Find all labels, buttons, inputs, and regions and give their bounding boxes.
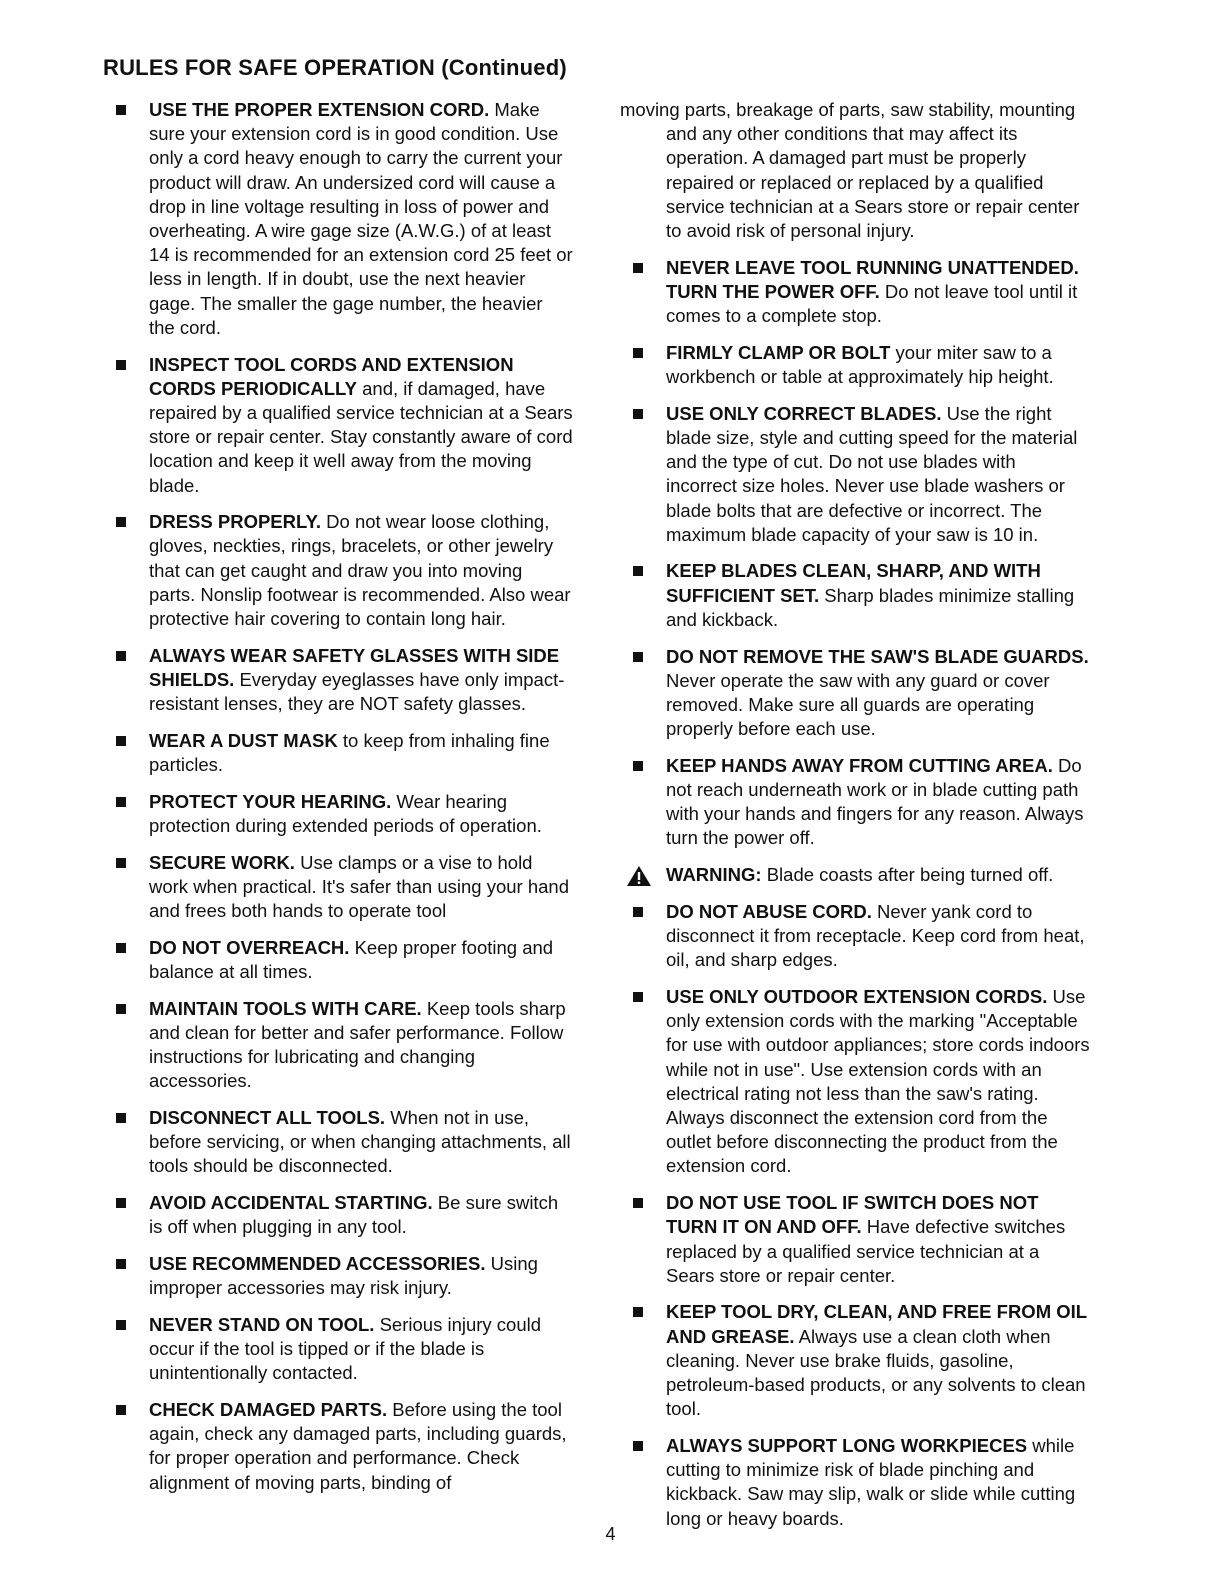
rule-heading: DO NOT REMOVE THE SAW'S BLADE GUARDS. [666,645,1089,667]
rule-text: Use only extension cords with the marking "Acceptable for use with outdoor appliances; store cords indoors while not in use". Use extension cords with an electrical rating not less than the saw's rating. Always disconnect the extension cord from the outlet before disconnecting the product from the extension cord. [666,986,1090,1177]
rule-text: Wear hearing protection during extended periods of operation. [149,790,542,836]
rule-item [103,997,573,1094]
rule-item [620,1434,1090,1531]
rule-heading: KEEP TOOL DRY, CLEAN, AND FREE FROM OIL AND GREASE. [666,1301,1087,1347]
rule-item [620,256,1090,329]
rule-heading: USE ONLY CORRECT BLADES. [666,402,942,424]
rule-item [620,1191,1090,1288]
rule-heading: MAINTAIN TOOLS WITH CARE. [149,997,422,1019]
rule-heading: WEAR A DUST MASK [149,729,338,751]
square-bullet-icon [116,943,126,953]
square-bullet-icon [116,651,126,661]
continued-text: moving parts, breakage of parts, saw stability, mounting and any other conditions that may affect its operation. A damaged part must be properly repaired or replaced or replaced by a qualified service technician at a Sears store or repair center to avoid risk of personal injury. [620,99,1080,242]
rule-heading: SECURE WORK. [149,851,295,873]
square-bullet-icon [116,360,126,370]
rule-heading: NEVER STAND ON TOOL. [149,1313,375,1335]
square-bullet-icon [633,761,643,771]
rule-text: Do not wear loose clothing, gloves, neckties, rings, bracelets, or other jewelry that can get caught and draw you into moving parts. Nonslip footwear is recommended. Also wear protective hair covering to contain long hair. [149,511,571,630]
rule-heading: USE THE PROPER EXTENSION CORD. [149,99,490,120]
square-bullet-icon [633,652,643,662]
rule-text: Do not leave tool until it comes to a complete stop. [666,280,1078,327]
rule-heading: FIRMLY CLAMP OR BOLT [666,341,891,363]
rule-text: Never operate the saw with any guard or cover removed. Make sure all guards are operating properly before each use. [666,669,1050,740]
rule-heading: USE ONLY OUTDOOR EXTENSION CORDS. [666,986,1048,1007]
rule-item [103,353,573,498]
rule-heading: ALWAYS SUPPORT LONG WORKPIECES [666,1434,1028,1456]
rule-heading: DISCONNECT ALL TOOLS. [149,1107,386,1129]
rule-item [103,1252,573,1300]
rule-item [620,1300,1090,1421]
rule-text: Keep proper footing and balance at all times. [149,936,554,982]
rule-heading: KEEP BLADES CLEAN, SHARP, AND WITH SUFFICIENT SET. [666,560,1041,606]
rule-item [103,1106,573,1179]
rule-item [103,1313,573,1386]
warning-triangle-icon [626,865,652,887]
rule-text: Never yank cord to disconnect it from receptacle. Keep cord from heat, oil, and sharp edges. [666,900,1085,971]
square-bullet-icon [116,797,126,807]
rule-text: Always use a clean cloth when cleaning. Never use brake fluids, gasoline, petroleum-based products, or any solvents to clean tool. [666,1325,1086,1420]
rule-heading: DRESS PROPERLY. [149,511,322,533]
rule-text: Use clamps or a vise to hold work when practical. It's safer than using your hand and frees both hands to operate tool [149,851,569,922]
square-bullet-icon [116,1198,126,1208]
rule-item [103,644,573,717]
rule-heading: USE RECOMMENDED ACCESSORIES. [149,1253,486,1275]
rule-text: while cutting to minimize risk of blade pinching and kickback. Saw may slip, walk or slide while cutting long or heavy boards. [666,1434,1076,1529]
square-bullet-icon [116,1113,126,1123]
warning-item [620,863,1090,887]
rule-item [103,1398,573,1495]
rule-text: Serious injury could occur if the tool is tipped or if the blade is unintentionally contacted. [149,1313,542,1384]
square-bullet-icon [633,907,643,917]
rule-heading: AVOID ACCIDENTAL STARTING. [149,1192,433,1214]
rule-heading: DO NOT USE TOOL IF SWITCH DOES NOT TURN IT ON AND OFF. [666,1192,1039,1238]
rule-item [103,936,573,984]
square-bullet-icon [116,1259,126,1269]
rule-heading: DO NOT ABUSE CORD. [666,900,872,922]
rule-item [620,645,1090,742]
page-number: 4 [605,1524,616,1544]
rule-item [620,900,1090,973]
rule-text: to keep from inhaling fine particles. [149,729,550,776]
square-bullet-icon [116,105,126,115]
rule-text: Sharp blades minimize stalling and kickback. [666,584,1075,630]
page-title: RULES FOR SAFE OPERATION (Continued) [103,55,567,80]
rule-text: Have defective switches replaced by a qualified service technician at a Sears store or repair center. [666,1216,1066,1286]
square-bullet-icon [116,736,126,746]
rule-item [620,985,1090,1179]
square-bullet-icon [633,566,643,576]
rule-item [620,559,1090,632]
left-column [103,98,573,1507]
rule-text: Be sure switch is off when plugging in any tool. [149,1192,559,1238]
rule-text: and, if damaged, have repaired by a qualified service technician at a Sears store or repair center. Stay constantly aware of cord location and keep it well away from the moving blade. [149,377,573,496]
square-bullet-icon [116,1405,126,1415]
rule-item [620,402,1090,547]
rule-item [103,510,573,631]
square-bullet-icon [633,409,643,419]
rule-heading: PROTECT YOUR HEARING. [149,790,392,812]
rule-heading: ALWAYS WEAR SAFETY GLASSES WITH SIDE SHIELDS. [149,644,560,690]
rule-item [103,790,573,838]
square-bullet-icon [116,1004,126,1014]
rule-text: Using improper accessories may risk injury. [149,1253,538,1299]
rule-text: Keep tools sharp and clean for better and safer performance. Follow instructions for lubricating and changing accessories. [149,997,566,1092]
rule-text: Everyday eyeglasses have only impact-resistant lenses, they are NOT safety glasses. [149,668,565,715]
right-column [620,98,1090,1543]
rule-text: Use the right blade size, style and cutting speed for the material and the type of cut. Do not use blades with incorrect size holes. Never use blade washers or blade bolts that are defective or incorrect. The maximum blade capacity of your saw is 10 in. [666,402,1078,545]
rule-heading: INSPECT TOOL CORDS AND EXTENSION CORDS PERIODICALLY [149,353,514,399]
rule-heading: KEEP HANDS AWAY FROM CUTTING AREA. [666,754,1053,776]
square-bullet-icon [633,348,643,358]
rule-heading: NEVER LEAVE TOOL RUNNING UNATTENDED. TURN THE POWER OFF. [666,256,1079,302]
rule-heading: CHECK DAMAGED PARTS. [149,1399,388,1421]
rule-item [103,1191,573,1239]
rule-item [103,851,573,924]
rule-item [620,754,1090,851]
rule-text: Make sure your extension cord is in good condition. Use only a cord heavy enough to carry the current your product will draw. An undersized cord will cause a drop in line voltage resulting in loss of power and overheating. A wire gage size (A.W.G.) of at least 14 is recommended for an extension cord 25 feet or less in length. If in doubt, use the next heavier gage. The smaller the gage number, the heavier the cord. [149,99,573,338]
warning-label: WARNING: [666,864,762,886]
rule-text: When not in use, before servicing, or when changing attachments, all tools should be disconnected. [149,1107,571,1177]
square-bullet-icon [633,1307,643,1317]
square-bullet-icon [116,1320,126,1330]
square-bullet-icon [116,517,126,527]
rule-item [103,98,573,340]
warning-text: Blade coasts after being turned off. [761,864,1054,886]
square-bullet-icon [116,858,126,868]
rule-text: your miter saw to a workbench or table at approximately hip height. [666,341,1054,388]
rule-text: Before using the tool again, check any damaged parts, including guards, for proper operation and performance. Check alignment of moving parts, binding of [149,1399,567,1493]
square-bullet-icon [633,1441,643,1451]
square-bullet-icon [633,263,643,273]
rule-item [103,729,573,777]
rule-item [620,341,1090,389]
rule-text: Do not reach underneath work or in blade cutting path with your hands and fingers for any reason. Always turn the power off. [666,754,1084,849]
square-bullet-icon [633,1198,643,1208]
rule-heading: DO NOT OVERREACH. [149,936,350,958]
square-bullet-icon [633,992,643,1002]
